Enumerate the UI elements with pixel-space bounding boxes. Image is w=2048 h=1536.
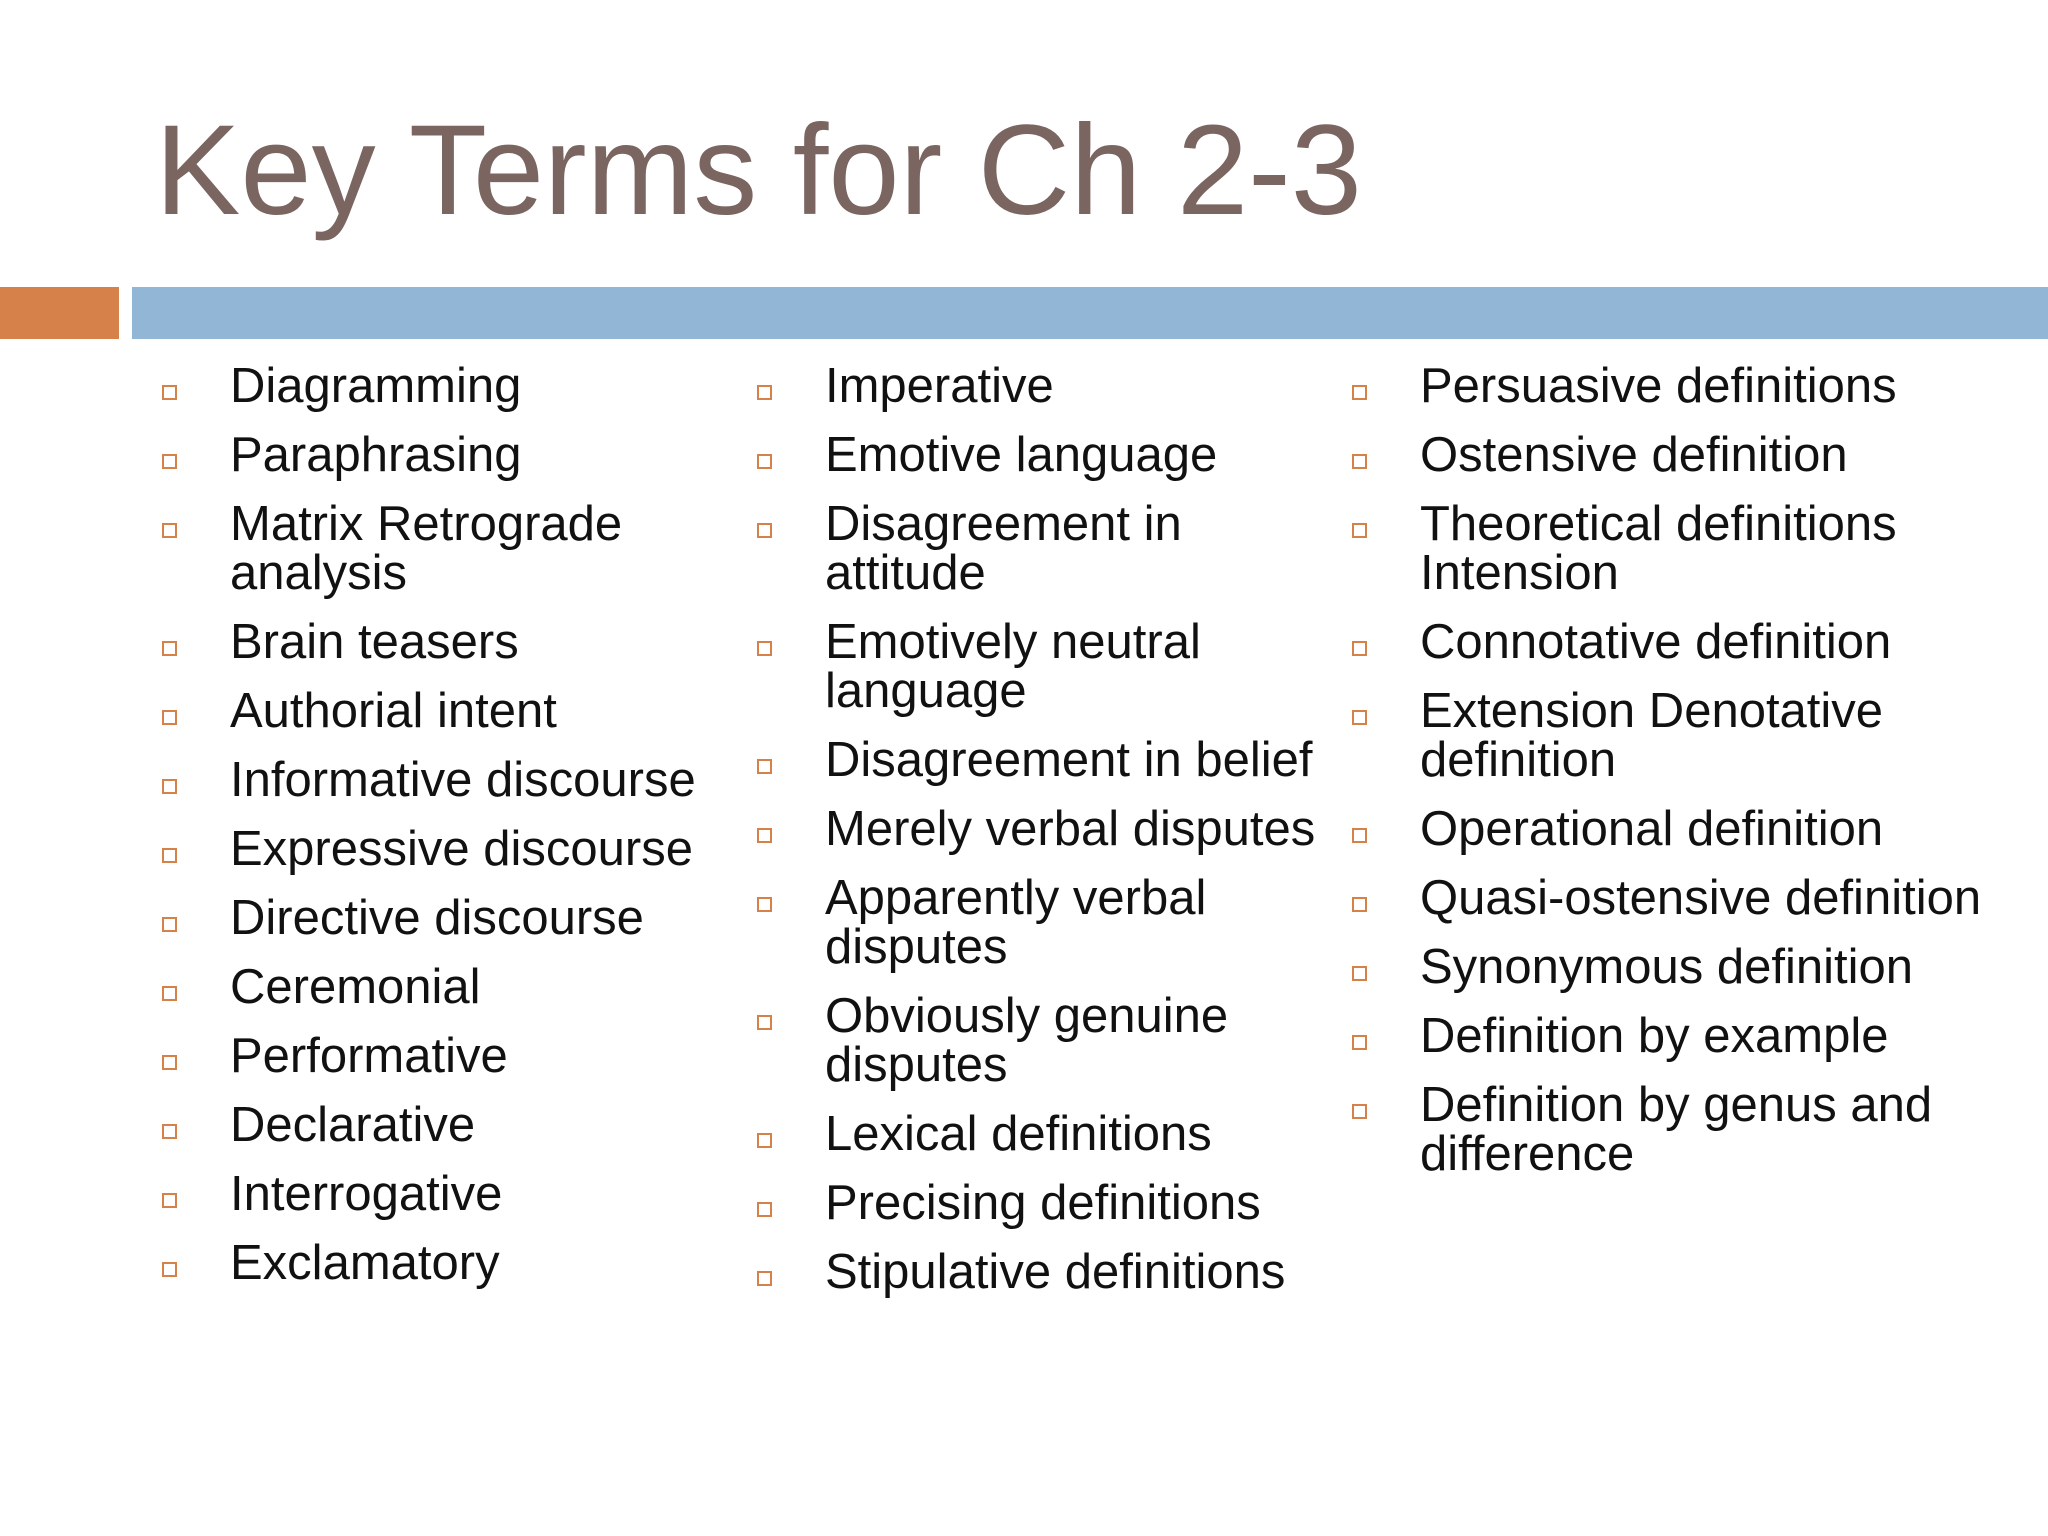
term-item bbox=[1345, 684, 2025, 787]
term-item bbox=[750, 802, 1340, 856]
hollow-square-bullet-icon bbox=[757, 759, 772, 774]
term-item bbox=[750, 1245, 1340, 1299]
term-label: Quasi-ostensive definition bbox=[1420, 871, 1982, 925]
term-label: Extension Denotative definition bbox=[1420, 684, 1884, 787]
term-item bbox=[1345, 1009, 2025, 1063]
term-item bbox=[155, 497, 735, 600]
term-item bbox=[155, 753, 735, 807]
hollow-square-bullet-icon bbox=[757, 1015, 772, 1030]
hollow-square-bullet-icon bbox=[1352, 897, 1367, 912]
term-item bbox=[1345, 802, 2025, 856]
term-item bbox=[750, 989, 1340, 1092]
hollow-square-bullet-icon bbox=[1352, 1104, 1367, 1119]
term-item bbox=[1345, 497, 2025, 600]
term-item bbox=[1345, 615, 2025, 669]
hollow-square-bullet-icon bbox=[1352, 710, 1367, 725]
term-item bbox=[155, 891, 735, 945]
term-label: Emotive language bbox=[825, 428, 1218, 482]
term-label: Stipulative definitions bbox=[825, 1245, 1286, 1299]
term-column-2 bbox=[750, 359, 1340, 1317]
hollow-square-bullet-icon bbox=[757, 897, 772, 912]
hollow-square-bullet-icon bbox=[162, 385, 177, 400]
term-item bbox=[1345, 428, 2025, 482]
hollow-square-bullet-icon bbox=[162, 986, 177, 1001]
hollow-square-bullet-icon bbox=[1352, 641, 1367, 656]
hollow-square-bullet-icon bbox=[162, 710, 177, 725]
hollow-square-bullet-icon bbox=[757, 1271, 772, 1286]
hollow-square-bullet-icon bbox=[1352, 1035, 1367, 1050]
term-label: Definition by example bbox=[1420, 1009, 1889, 1063]
term-label: Interrogative bbox=[230, 1167, 503, 1221]
term-label: Synonymous definition bbox=[1420, 940, 1914, 994]
term-item bbox=[1345, 940, 2025, 994]
term-label: Informative discourse bbox=[230, 753, 696, 807]
hollow-square-bullet-icon bbox=[162, 641, 177, 656]
term-label: Precising definitions bbox=[825, 1176, 1261, 1230]
term-item bbox=[750, 733, 1340, 787]
term-label: Paraphrasing bbox=[230, 428, 522, 482]
term-label: Persuasive definitions bbox=[1420, 359, 1897, 413]
term-label: Imperative bbox=[825, 359, 1054, 413]
slide-title: Key Terms for Ch 2-3 bbox=[155, 99, 1362, 242]
term-label: Obviously genuine disputes bbox=[825, 989, 1229, 1092]
term-item bbox=[750, 1107, 1340, 1161]
term-item bbox=[750, 428, 1340, 482]
term-label: Brain teasers bbox=[230, 615, 519, 669]
term-label: Authorial intent bbox=[230, 684, 557, 738]
term-label: Directive discourse bbox=[230, 891, 644, 945]
term-item bbox=[155, 615, 735, 669]
term-item bbox=[155, 1029, 735, 1083]
term-item bbox=[1345, 871, 2025, 925]
hollow-square-bullet-icon bbox=[162, 848, 177, 863]
hollow-square-bullet-icon bbox=[162, 1055, 177, 1070]
term-label: Emotively neutral language bbox=[825, 615, 1201, 718]
term-label: Operational definition bbox=[1420, 802, 1884, 856]
term-item bbox=[155, 1167, 735, 1221]
hollow-square-bullet-icon bbox=[757, 385, 772, 400]
term-label: Apparently verbal disputes bbox=[825, 871, 1207, 974]
term-item bbox=[750, 615, 1340, 718]
term-item bbox=[155, 960, 735, 1014]
hollow-square-bullet-icon bbox=[1352, 454, 1367, 469]
term-label: Matrix Retrograde analysis bbox=[230, 497, 623, 600]
term-label: Expressive discourse bbox=[230, 822, 693, 876]
term-label: Performative bbox=[230, 1029, 508, 1083]
term-label: Connotative definition bbox=[1420, 615, 1892, 669]
hollow-square-bullet-icon bbox=[757, 523, 772, 538]
hollow-square-bullet-icon bbox=[162, 523, 177, 538]
hollow-square-bullet-icon bbox=[162, 917, 177, 932]
hollow-square-bullet-icon bbox=[1352, 523, 1367, 538]
hollow-square-bullet-icon bbox=[162, 779, 177, 794]
term-item bbox=[750, 359, 1340, 413]
term-item bbox=[1345, 1078, 2025, 1181]
term-item bbox=[750, 497, 1340, 600]
hollow-square-bullet-icon bbox=[757, 641, 772, 656]
term-label: Ceremonial bbox=[230, 960, 481, 1014]
hollow-square-bullet-icon bbox=[162, 454, 177, 469]
term-item bbox=[155, 684, 735, 738]
term-label: Theoretical definitions Intension bbox=[1420, 497, 1897, 600]
term-label: Exclamatory bbox=[230, 1236, 500, 1290]
hollow-square-bullet-icon bbox=[162, 1193, 177, 1208]
term-label: Ostensive definition bbox=[1420, 428, 1848, 482]
term-item bbox=[155, 822, 735, 876]
term-item bbox=[155, 359, 735, 413]
hollow-square-bullet-icon bbox=[1352, 385, 1367, 400]
accent-bar-blue bbox=[132, 287, 2048, 339]
term-item bbox=[155, 1236, 735, 1290]
term-label: Disagreement in belief bbox=[825, 733, 1313, 787]
term-label: Merely verbal disputes bbox=[825, 802, 1316, 856]
hollow-square-bullet-icon bbox=[1352, 966, 1367, 981]
hollow-square-bullet-icon bbox=[757, 1202, 772, 1217]
term-column-1 bbox=[155, 359, 735, 1308]
term-item bbox=[750, 1176, 1340, 1230]
term-column-3 bbox=[1345, 359, 2025, 1199]
accent-bar-orange bbox=[0, 287, 119, 339]
term-label: Definition by genus and difference bbox=[1420, 1078, 1933, 1181]
term-item bbox=[155, 1098, 735, 1152]
hollow-square-bullet-icon bbox=[162, 1124, 177, 1139]
term-item bbox=[750, 871, 1340, 974]
hollow-square-bullet-icon bbox=[757, 1133, 772, 1148]
hollow-square-bullet-icon bbox=[1352, 828, 1367, 843]
term-item bbox=[1345, 359, 2025, 413]
hollow-square-bullet-icon bbox=[162, 1262, 177, 1277]
hollow-square-bullet-icon bbox=[757, 454, 772, 469]
term-label: Declarative bbox=[230, 1098, 476, 1152]
term-label: Lexical definitions bbox=[825, 1107, 1212, 1161]
term-label: Disagreement in attitude bbox=[825, 497, 1182, 600]
term-item bbox=[155, 428, 735, 482]
term-label: Diagramming bbox=[230, 359, 522, 413]
hollow-square-bullet-icon bbox=[757, 828, 772, 843]
